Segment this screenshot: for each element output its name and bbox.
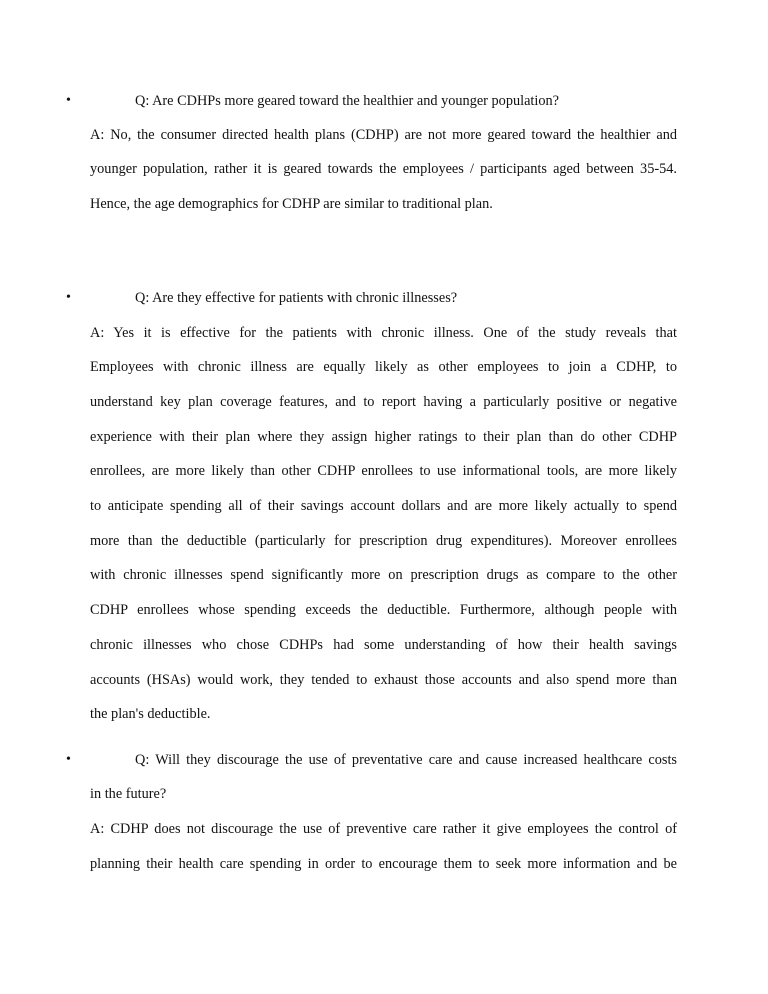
answer-line: CDHP enrollees whose spending exceeds the deductible. Furthermore, although people with [90,602,677,618]
answer-line: understand key plan coverage features, and to report having a particularly positive or negative [90,394,677,410]
answer-line: A: No, the consumer directed health plans (CDHP) are not more geared toward the healthier and [90,127,677,143]
answer-line: to anticipate spending all of their savings account dollars and are more likely actually to spend [90,498,677,514]
answer-line: the plan's deductible. [90,706,211,722]
bullet-icon: • [66,752,71,767]
question-line: Q: Are CDHPs more geared toward the healthier and younger population? [135,93,560,109]
answer-line: planning their health care spending in order to encourage them to seek more information and be [90,856,677,872]
answer-line: Hence, the age demographics for CDHP are similar to traditional plan. [90,196,493,212]
question-line: Q: Are they effective for patients with chronic illnesses? [135,290,458,306]
bullet-icon: • [66,93,71,108]
answer-line: chronic illnesses who chose CDHPs had some understanding of how their health savings [90,637,677,653]
answer-line: A: CDHP does not discourage the use of preventive care rather it give employees the control of [90,821,677,837]
answer-line: Employees with chronic illness are equally likely as other employees to join a CDHP, to [90,359,677,375]
answer-line: accounts (HSAs) would work, they tended to exhaust those accounts and also spend more than [90,672,677,688]
answer-line: younger population, rather it is geared towards the employees / participants aged between 35-54. [90,161,677,177]
answer-line: with chronic illnesses spend significantly more on prescription drugs as compare to the other [90,567,677,583]
answer-line: enrollees, are more likely than other CDHP enrollees to use informational tools, are more likely [90,463,677,479]
answer-line: A: Yes it is effective for the patients with chronic illness. One of the study reveals that [90,325,677,341]
bullet-icon: • [66,290,71,305]
question-line: Q: Will they discourage the use of preventative care and cause increased healthcare costs [135,752,677,768]
answer-line: experience with their plan where they assign higher ratings to their plan than do other CDHP [90,429,677,445]
question-line: in the future? [90,786,167,802]
answer-line: more than the deductible (particularly for prescription drug expenditures). Moreover enrollees [90,533,677,549]
